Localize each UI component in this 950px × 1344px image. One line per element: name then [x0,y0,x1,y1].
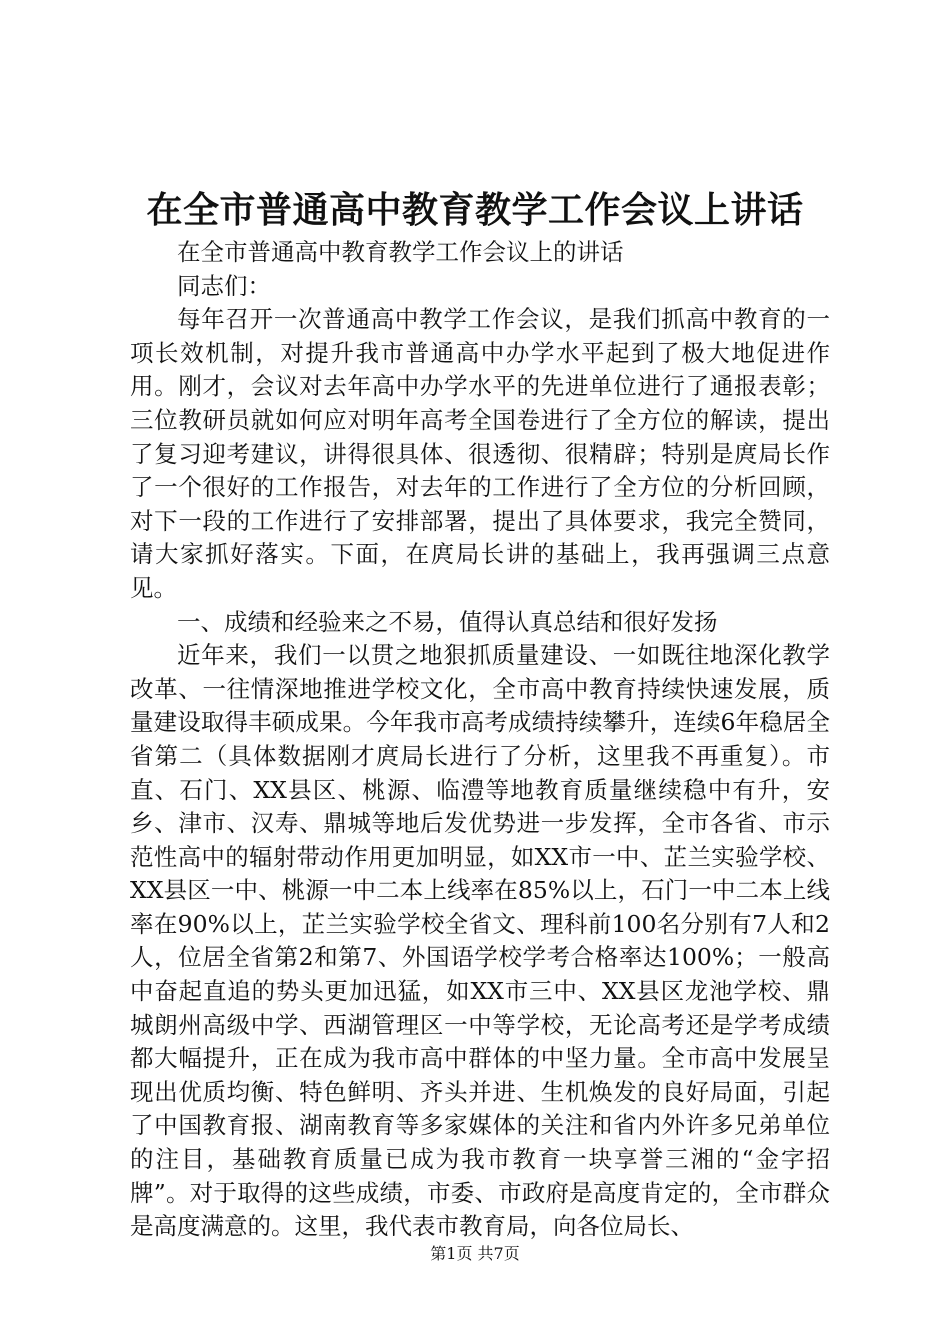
page-number-footer: 第1页 共7页 [430,1244,520,1263]
section-heading: 一、成绩和经验来之不易，值得认真总结和很好发扬 [177,607,718,636]
body-paragraph: 每年召开一次普通高中教学工作会议，是我们抓高中教育的一项长效机制，对提升我市普通高中办学水平起到了极大地促进作用。刚才，会议对去年高中办学水平的先进单位进行了通报表彰；三位教研员就如何应对明年高考全国卷进行了全方位的解读，提出了复习迎考建议，讲得很具体、很透彻、很精辟；特别是庹局长作了一个很好的工作报告，对去年的工作进行了全方位的分析回顾，对下一段的工作进行了安排部署，提出了具体要求，我完全赞同，请大家抓好落实。下面，在庹局长讲的基础上，我再强调三点意见。 [130,305,830,602]
document-body [130,236,830,1244]
body-paragraph: 近年来，我们一以贯之地狠抓质量建设、一如既往地深化教学改革、一往情深地推进学校文化，全市高中教育持续快速发展，质量建设取得丰硕成果。今年我市高考成绩持续攀升，连续6年稳居全省第二（具体数据刚才庹局长进行了分析，这里我不再重复）。市直、石门、XX县区、桃源、临澧等地教育质量继续稳中有升，安乡、津市、汉寿、鼎城等地后发优势进一步发挥，全市各省、市示范性高中的辐射带动作用更加明显，如XX市一中、芷兰实验学校、XX县区一中、桃源一中二本上线率在85%以上，石门一中二本上线率在90%以上，芷兰实验学校全省文、理科前100名分别有7人和2人，位居全省第2和第7、外国语学校学考合格率达100%；一般高中奋起直追的势头更加迅猛，如XX市三中、XX县区龙池学校、鼎城朗州高级中学、西湖管理区一中等学校，无论高考还是学考成绩都大幅提升，正在成为我市高中群体的中坚力量。全市高中发展呈现出优质均衡、特色鲜明、齐头并进、生机焕发的良好局面，引起了中国教育报、湖南教育等多家媒体的关注和省内外许多兄弟单位的注目，基础教育质量已成为我市教育一块享誉三湘的“金字招牌”。对于取得的这些成绩，市委、市政府是高度肯定的，全市群众是高度满意的。这里，我代表市教育局，向各位局长、 [130,641,830,1241]
subtitle-paragraph: 在全市普通高中教育教学工作会议上的讲话 [177,238,624,266]
document-title: 在全市普通高中教育教学工作会议上讲话 [146,189,804,231]
salutation-paragraph: 同志们： [177,271,271,300]
